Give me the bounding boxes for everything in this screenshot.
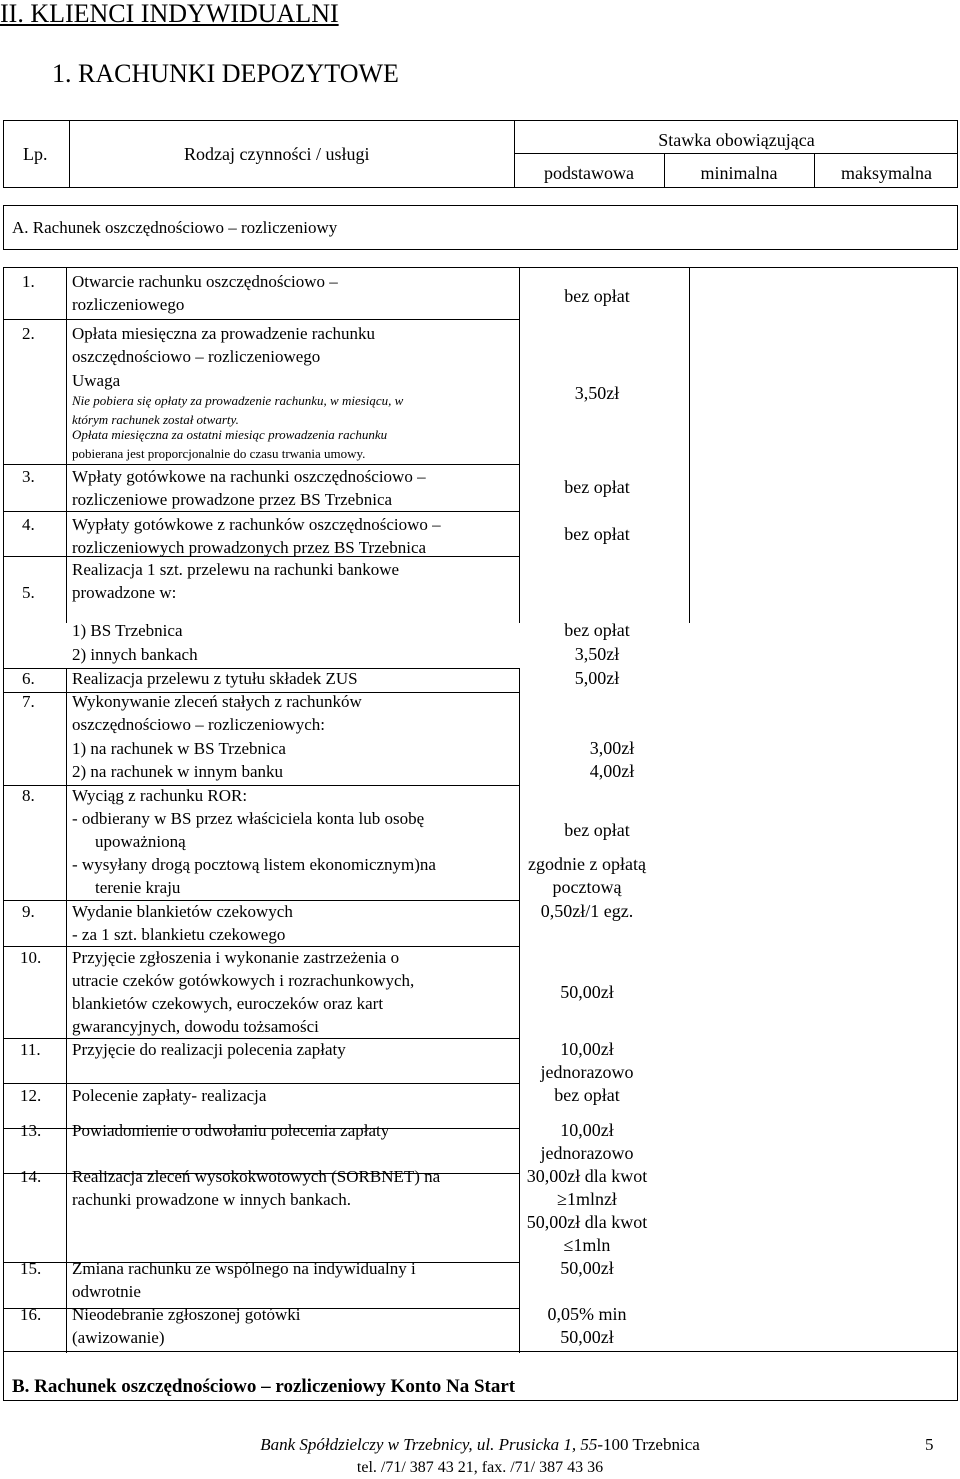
row-16-text-2: (awizowanie) <box>72 1328 165 1347</box>
row-1-number: 1. <box>22 272 35 291</box>
row-15-number: 15. <box>20 1259 42 1278</box>
row-9-text-2: - za 1 szt. blankietu czekowego <box>72 925 286 944</box>
row-7-number: 7. <box>22 692 35 711</box>
row-1-text-1: Otwarcie rachunku oszczędnościowo – <box>72 272 338 291</box>
footer-contact: tel. /71/ 387 43 21, fax. /71/ 387 43 36 <box>356 1459 604 1476</box>
row-14-number: 14. <box>20 1167 42 1186</box>
row-15-text-1: Zmiana rachunku ze wspólnego na indywidualny i <box>72 1259 416 1278</box>
row-15-fee: 50,00zł <box>560 1258 614 1278</box>
row-9-text-1: Wydanie blankietów czekowych <box>72 902 293 921</box>
subsection-heading: 1. RACHUNKI DEPOZYTOWE <box>52 59 399 88</box>
footer-address: Bank Spółdzielczy w Trzebnicy, ul. Prusicka 1, 55-100 Trzebnica <box>260 1435 700 1454</box>
row-16-fee-2: 50,00zł <box>560 1327 614 1347</box>
row-12-number: 12. <box>20 1086 42 1105</box>
row-5-number: 5. <box>22 583 35 602</box>
row-16-fee-1: 0,05% min <box>547 1304 627 1324</box>
row-13-fee: 10,00zł <box>560 1120 614 1140</box>
row-7-text-2: oszczędnościowo – rozliczeniowych: <box>72 715 326 734</box>
row-4-text-1: Wypłaty gotówkowe z rachunków oszczędnościowo – <box>72 515 441 534</box>
row-7-sub-2-fee: 4,00zł <box>589 761 635 781</box>
row-2-note-label: Uwaga <box>72 371 121 390</box>
row-10-text-3: blankietów czekowych, euroczeków oraz kart <box>72 994 384 1013</box>
row-4-number: 4. <box>22 515 35 534</box>
row-8-sub-1-fee: bez opłat <box>564 820 630 840</box>
row-5-sub-2-fee: 3,50zł <box>574 644 620 664</box>
row-13-fee-note: jednorazowo <box>540 1143 634 1163</box>
header-maximum: maksymalna <box>841 163 932 183</box>
row-2-fee: 3,50zł <box>574 383 620 403</box>
row-2-note-2: którym rachunek został otwarty. <box>72 412 239 427</box>
row-2-text-2: oszczędnościowo – rozliczeniowego <box>72 347 321 366</box>
row-8-sub-2-fee-b: pocztową <box>552 877 622 897</box>
row-12-text-1: Polecenie zapłaty- realizacja <box>72 1086 267 1105</box>
row-3-number: 3. <box>22 467 35 486</box>
row-5-sub-1: 1) BS Trzebnica <box>72 621 183 640</box>
row-10-number: 10. <box>20 948 42 967</box>
section-b-row <box>3 1352 958 1401</box>
row-8-text-1: Wyciąg z rachunku ROR: <box>72 786 248 805</box>
row-8-number: 8. <box>22 786 35 805</box>
row-11-text-1: Przyjęcie do realizacji polecenia zapłaty <box>72 1040 346 1059</box>
row-11-fee-note: jednorazowo <box>540 1062 634 1082</box>
row-11-fee: 10,00zł <box>560 1039 614 1059</box>
row-14-fee-2: ≥1mlnzł <box>557 1189 617 1209</box>
row-14-text-2: rachunki prowadzone w innych bankach. <box>72 1190 351 1209</box>
row-8-sub-2-fee-a: zgodnie z opłatą <box>528 854 646 874</box>
row-1-text-2: rozliczeniowego <box>72 295 185 314</box>
section-a-title: A. Rachunek oszczędnościowo – rozliczeniowy <box>12 218 338 237</box>
row-10-text-2: utracie czeków gotówkowych i rozrachunkowych, <box>72 971 415 990</box>
row-7-sub-2: 2) na rachunek w innym banku <box>72 762 284 781</box>
section-a-row <box>3 205 958 250</box>
row-10-text-4: gwarancyjnych, dowodu tożsamości <box>72 1017 319 1036</box>
row-2-note-4: pobierana jest proporcjonalnie do czasu trwania umowy. <box>72 446 366 461</box>
row-7-sub-1: 1) na rachunek w BS Trzebnica <box>72 739 286 758</box>
row-14-fee-3: 50,00zł dla kwot <box>526 1212 648 1232</box>
row-15-text-2: odwrotnie <box>72 1282 141 1301</box>
header-service-type: Rodzaj czynności / usługi <box>184 144 370 164</box>
row-8-sub-2b: terenie kraju <box>95 878 181 897</box>
section-heading: II. KLIENCI INDYWIDUALNI <box>0 0 339 28</box>
row-5-sub-2: 2) innych bankach <box>72 645 198 664</box>
row-5-sub-1-fee: bez opłat <box>564 620 630 640</box>
page-number: 5 <box>925 1435 934 1454</box>
row-6-text-1: Realizacja przelewu z tytułu składek ZUS <box>72 669 358 688</box>
section-b-title: B. Rachunek oszczędnościowo – rozliczeniowy Konto Na Start <box>12 1376 516 1397</box>
header-basic: podstawowa <box>544 163 634 183</box>
row-10-text-1: Przyjęcie zgłoszenia i wykonanie zastrzeżenia o <box>72 948 400 967</box>
row-16-number: 16. <box>20 1305 42 1324</box>
row-2-note-1: Nie pobiera się opłaty za prowadzenie rachunku, w miesiącu, w <box>72 393 404 408</box>
header-minimum: minimalna <box>700 163 778 183</box>
row-1-fee: bez opłat <box>564 286 630 306</box>
row-2-note-3: Opłata miesięczna za ostatni miesiąc prowadzenia rachunku <box>72 427 388 442</box>
row-13-number: 13. <box>20 1121 42 1140</box>
row-11-number: 11. <box>20 1040 41 1059</box>
row-3-text-2: rozliczeniowe prowadzone przez BS Trzebnica <box>72 490 393 509</box>
row-3-text-1: Wpłaty gotówkowe na rachunki oszczędnościowo – <box>72 467 426 486</box>
row-6-fee: 5,00zł <box>574 668 620 688</box>
fee-table-header <box>3 120 958 188</box>
row-7-text-1: Wykonywanie zleceń stałych z rachunków <box>72 692 362 711</box>
row-4-fee: bez opłat <box>564 524 630 544</box>
row-14-fee-1: 30,00zł dla kwot <box>526 1166 648 1186</box>
row-2-text-1: Opłata miesięczna za prowadzenie rachunku <box>72 324 376 343</box>
row-2-number: 2. <box>22 324 35 343</box>
row-14-fee-4: ≤1mln <box>563 1235 611 1255</box>
row-12-fee: bez opłat <box>554 1085 620 1105</box>
row-8-sub-2a: - wysyłany drogą pocztową listem ekonomicznym)na <box>72 855 436 874</box>
row-6-number: 6. <box>22 669 35 688</box>
row-16-text-1: Nieodebranie zgłoszonej gotówki <box>72 1305 301 1324</box>
row-7-sub-1-fee: 3,00zł <box>589 738 635 758</box>
row-8-sub-1a: - odbierany w BS przez właściciela konta lub osobę <box>72 809 425 828</box>
row-5-text-1: Realizacja 1 szt. przelewu na rachunki bankowe <box>72 560 400 579</box>
row-8-sub-1b: upoważnioną <box>95 832 186 851</box>
row-5-text-2: prowadzone w: <box>72 583 177 602</box>
row-13-text-1: Powiadomienie o odwołaniu polecenia zapłaty <box>72 1121 390 1140</box>
header-lp: Lp. <box>23 144 48 164</box>
row-10-fee: 50,00zł <box>560 982 614 1002</box>
row-9-fee: 0,50zł/1 egz. <box>540 901 634 921</box>
header-rate: Stawka obowiązująca <box>658 130 815 150</box>
row-4-text-2: rozliczeniowych prowadzonych przez BS Trzebnica <box>72 538 427 557</box>
row-14-text-1: Realizacja zleceń wysokokwotowych (SORBNET) na <box>72 1167 441 1186</box>
row-9-number: 9. <box>22 902 35 921</box>
row-3-fee: bez opłat <box>564 477 630 497</box>
